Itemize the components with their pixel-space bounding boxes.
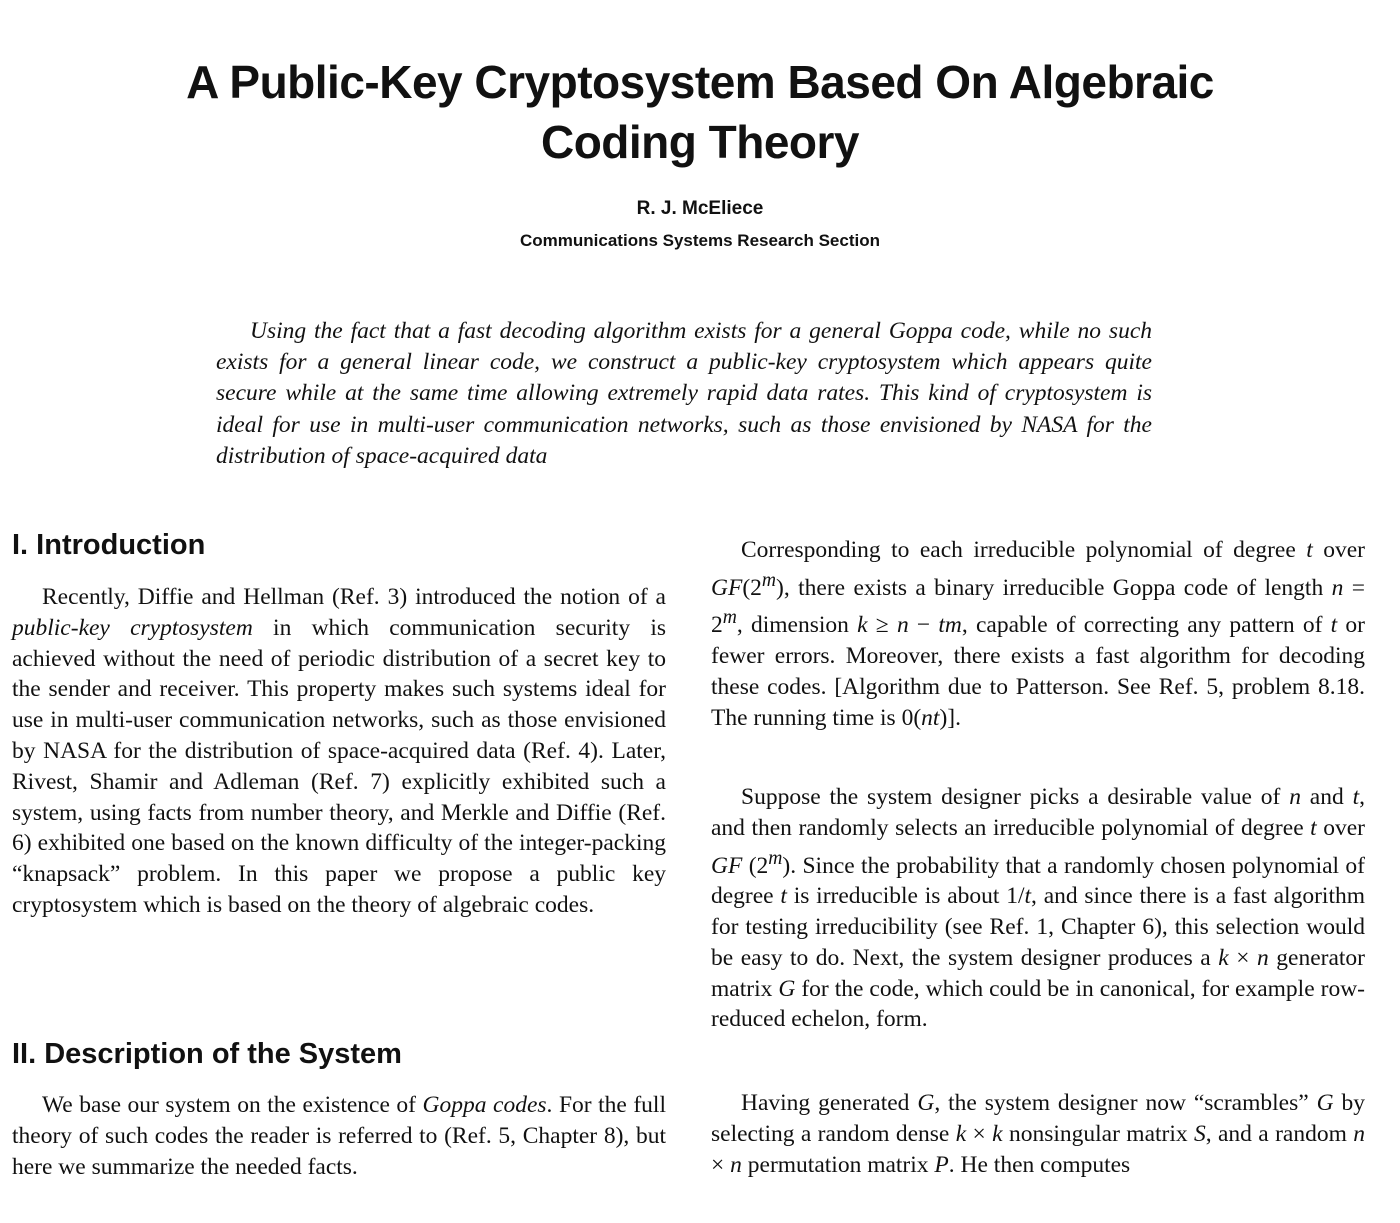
math-var: k [955,1120,967,1147]
abstract: Using the fact that a fast decoding algorithm exists for a general Goppa code, while no such exists for a general linear code, we construct a public-key cryptosystem which appears quite secure while at the same time allowing extremely rapid data rates. This kind of cryptosystem is ideal for use in multi-user communication networks, such as those envisioned by NASA for the distribution of space-acquired data [216,318,1152,469]
math-var: t [1306,537,1313,563]
text-run: ). Since the probability that a randomly chosen polynomial of degree [711,852,1365,910]
paper-title-line-1: A Public-Key Cryptosystem Based On Algebraic [186,56,1214,108]
math-var: GF [711,574,743,601]
math-var: n [730,1151,742,1178]
desc-text-b: . For the full theory of such codes the reader is referred to (Ref. 5, Chapter 8), but here we summarize the needed facts. [12,1092,666,1180]
math-var: nt [921,704,940,731]
math-var: G [778,975,796,1002]
text-run: Suppose the system designer picks a desirable value of [741,784,1290,810]
text-run: Corresponding to each irreducible polynomial of degree [741,537,1307,563]
intro-text-a: Recently, Diffie and Hellman (Ref. 3) introduced the notion of a [42,584,666,610]
math-var: n [1257,944,1269,971]
math-var: t [1330,612,1338,639]
math-var: G [1316,1090,1334,1116]
text-run: over [1316,814,1365,841]
text-run: or fewer errors. Moreover, there exists a fast algorithm for decoding these codes. [Algorithm due to Patterson. See Ref. 5, problem 8.18. The running time is 0( [711,612,1366,731]
math-var: k [992,1120,1003,1147]
text-run: , capable of correcting any pattern of [961,612,1331,639]
math-var: n [1289,784,1301,810]
text-run: = 2 [711,574,1365,639]
scramble-paragraph [711,1088,1365,1180]
text-run: × [711,1151,731,1178]
text-run: − [908,612,939,639]
text-run: × [966,1120,993,1147]
text-run: (2 [742,574,762,601]
introduction-paragraph [12,582,666,921]
text-run: , and since there is a fast algorithm for testing irreducibility (see Ref. 1, Chapter 6), this selection would be easy to do. Next, the system designer produces a [711,883,1365,971]
text-run: permutation matrix [741,1151,935,1178]
text-run: , dimension [736,612,858,639]
math-var: n [896,612,909,639]
math-var: P [934,1151,949,1178]
math-superscript: m [768,847,783,869]
text-run: is irreducible is about 1/ [786,883,1025,910]
text-run: ), there exists a binary irreducible Goppa code of length [776,574,1332,601]
math-var: S [1194,1120,1206,1147]
text-run: (2 [742,852,769,879]
math-var: tm [938,612,962,639]
math-var: n [1353,1120,1365,1147]
math-var: t [1024,883,1032,910]
text-run: and [1300,784,1353,810]
desc-term-goppa: Goppa codes [422,1092,547,1118]
math-var: k [857,612,868,639]
text-run: , the system designer now “scrambles” [934,1090,1317,1116]
text-run: , and then randomly selects an irreducible polynomial of degree [711,784,1365,841]
math-var: t [1310,814,1317,841]
math-var: GF [711,852,743,879]
text-run: nonsingular matrix [1002,1120,1194,1147]
section-heading-description: II. Description of the System [12,1038,402,1070]
math-var: k [1218,944,1229,971]
text-run: generator matrix [711,944,1365,1002]
intro-text-b: in which communication security is achieved without the need of periodic distribution of a secret key to the sender and receiver. This property makes such systems ideal for use in multi-user communication networks, such as those envisioned by NASA for the distribution of space-acquired data (Ref. 4). Later, Rivest, Shamir and Adleman (Ref. 7) explicitly exhibited such a system, using facts from number theory, and Merkle and Diffie (Ref. 6) exhibited one based on the known difficulty of the integer-packing “knapsack” problem. In this paper we propose a public key cryptosystem which is based on the theory of algebraic codes. [12,614,666,918]
author-name: R. J. McEliece [636,198,764,219]
text-run: , and a random [1205,1120,1354,1147]
text-run: by selecting a random dense [711,1090,1365,1147]
section-heading-introduction: I. Introduction [12,529,206,561]
text-run: . He then computes [948,1151,1131,1178]
math-var: n [1331,574,1344,601]
math-var: t [780,883,787,910]
paper-title-line-2: Coding Theory [540,116,860,168]
desc-text-a: We base our system on the existence of [42,1092,423,1118]
text-run: )]. [939,704,961,731]
math-superscript: m [722,607,737,629]
goppa-facts-paragraph [711,535,1365,733]
intro-term-public-key: public-key cryptosystem [12,614,253,641]
text-run: ≥ [867,612,897,639]
paper-title [0,52,1400,172]
text-run: over [1312,537,1365,563]
text-run: Having generated [741,1090,918,1116]
text-run: × [1228,944,1257,971]
description-paragraph [12,1090,666,1182]
math-var: G [917,1090,935,1116]
author-affiliation: Communications Systems Research Section [520,231,880,250]
math-var: t [1352,784,1360,810]
system-designer-paragraph [711,782,1365,1035]
math-superscript: m [761,569,777,591]
text-run: for the code, which could be in canonical, for example row-reduced echelon, form. [711,975,1365,1033]
